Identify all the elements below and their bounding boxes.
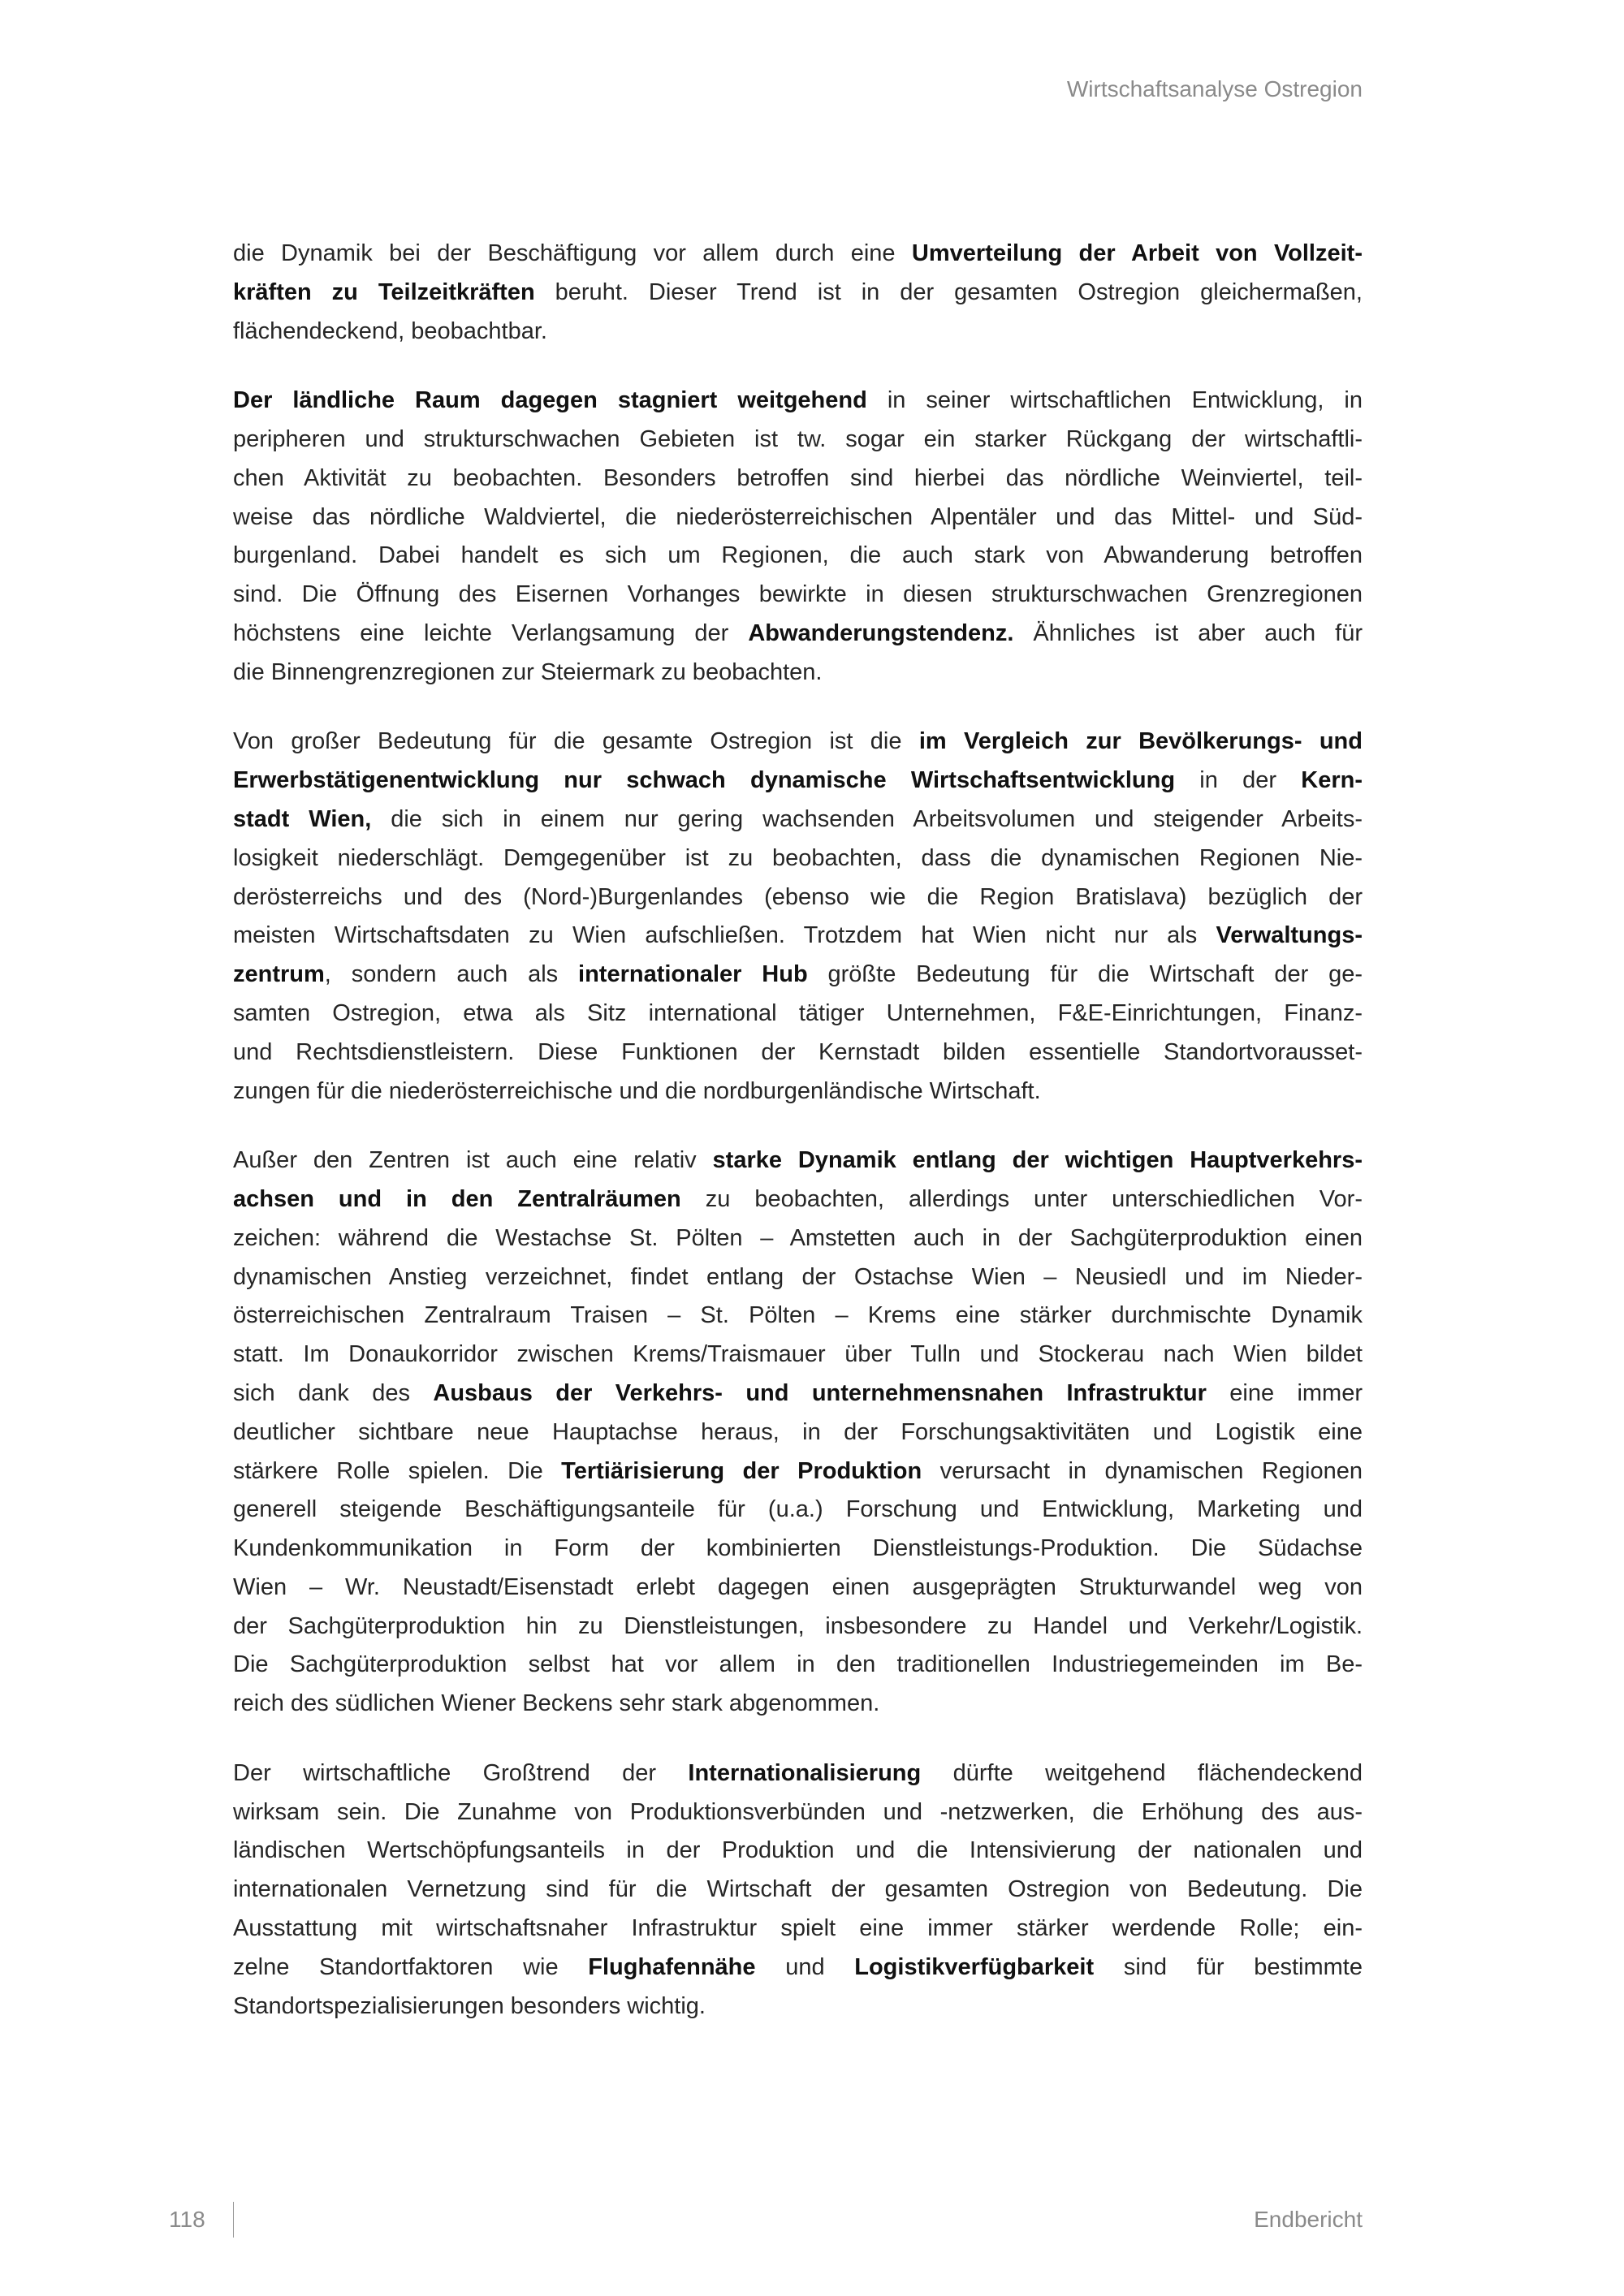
text-run: zelne Standortfaktoren wie xyxy=(233,1953,589,1980)
text-line xyxy=(233,1910,1363,1949)
text-line xyxy=(233,460,1363,498)
text-run: peripheren und strukturschwachen Gebieten ist tw. sogar ein starker Rückgang der wirtschaftli- xyxy=(233,425,1363,452)
text-line xyxy=(233,654,1363,693)
paragraph xyxy=(233,723,1363,1111)
text-line xyxy=(233,1754,1363,1793)
text-run: zeichen: während die Westachse St. Pölten – Amstetten auch in der Sachgüterproduktion einen xyxy=(233,1224,1363,1251)
text-run: die Dynamik bei der Beschäftigung vor allem durch eine xyxy=(233,240,912,266)
bold-text: im Vergleich zur Bevölkerungs- und xyxy=(918,728,1363,755)
page-number: 118 xyxy=(169,2207,205,2232)
bold-text: achsen und in den Zentralräumen xyxy=(233,1185,681,1212)
text-line xyxy=(233,615,1363,654)
text-run: internationalen Vernetzung sind für die Wirtschaft der gesamten Ostregion von Bedeutung. Die xyxy=(233,1876,1363,1903)
text-run: sind für bestimmte xyxy=(1094,1953,1363,1980)
text-run: zu beobachten, allerdings unter unterschiedlichen Vor- xyxy=(680,1185,1363,1212)
text-line xyxy=(233,1219,1363,1258)
text-run: dürfte weitgehend flächendeckend xyxy=(921,1759,1363,1786)
text-line xyxy=(233,1297,1363,1336)
text-line xyxy=(233,421,1363,460)
text-line xyxy=(233,1072,1363,1111)
text-run: Der wirtschaftliche Großtrend der xyxy=(233,1759,689,1786)
text-run: flächendeckend, beobachtbar. xyxy=(233,317,547,344)
text-run: Standortspezialisierungen besonders wichtig. xyxy=(233,1992,706,2019)
text-run: Ähnliches ist aber auch für xyxy=(1013,619,1363,646)
text-run: reich des südlichen Wiener Beckens sehr stark abgenommen. xyxy=(233,1690,880,1717)
bold-text: starke Dynamik entlang der wichtigen Hauptverkehrs- xyxy=(712,1147,1363,1174)
bold-text: Erwerbstätigenentwicklung nur schwach dynamische Wirtschaftsentwicklung xyxy=(233,767,1176,794)
body-text xyxy=(233,235,1363,2056)
text-run: wirksam sein. Die Zunahme von Produktionsverbünden und -netzwerken, die Erhöhung des aus- xyxy=(233,1798,1363,1825)
paragraph xyxy=(233,1142,1363,1724)
paragraph xyxy=(233,382,1363,692)
text-line xyxy=(233,1375,1363,1413)
text-run: derösterreichs und des (Nord-)Burgenlandes (ebenso wie die Region Bratislava) bezüglich der xyxy=(233,883,1363,910)
text-run: eine immer xyxy=(1206,1379,1363,1406)
text-run: die Binnengrenzregionen zur Steiermark zu beobachten. xyxy=(233,658,823,685)
text-line xyxy=(233,1949,1363,1987)
text-run: weise das nördliche Waldviertel, die niederösterreichischen Alpentäler und das Mittel- und Süd- xyxy=(233,503,1363,530)
text-run: meisten Wirtschaftsdaten zu Wien aufschließen. Trotzdem hat Wien nicht nur als xyxy=(233,922,1216,949)
text-line xyxy=(233,1608,1363,1646)
bold-text: Internationalisierung xyxy=(688,1759,922,1786)
text-line xyxy=(233,498,1363,537)
bold-text: Der ländliche Raum dagegen stagniert weitgehend xyxy=(233,387,867,414)
text-run: burgenland. Dabei handelt es sich um Regionen, die auch stark von Abwanderung betroffen xyxy=(233,542,1363,569)
text-run: , sondern auch als xyxy=(324,961,579,988)
bold-text: Kern- xyxy=(1301,767,1363,794)
text-line xyxy=(233,995,1363,1034)
text-line xyxy=(233,382,1363,421)
text-line xyxy=(233,762,1363,801)
bold-text: kräften zu Teilzeitkräften xyxy=(233,278,535,305)
text-line xyxy=(233,917,1363,956)
text-line xyxy=(233,956,1363,995)
text-run: deutlicher sichtbare neue Hauptachse heraus, in der Forschungsaktivitäten und Logistik eine xyxy=(233,1418,1363,1445)
text-run: höchstens eine leichte Verlangsamung der xyxy=(233,619,749,646)
text-line xyxy=(233,1452,1363,1491)
text-line xyxy=(233,1034,1363,1072)
text-line xyxy=(233,839,1363,878)
text-line xyxy=(233,1871,1363,1910)
text-run: verursacht in dynamischen Regionen xyxy=(922,1457,1363,1484)
bold-text: Ausbaus der Verkehrs- und unternehmensnahen Infrastruktur xyxy=(433,1379,1207,1406)
text-run: Kundenkommunikation in Form der kombinierten Dienstleistungs-Produktion. Die Südachse xyxy=(233,1535,1363,1562)
text-line xyxy=(233,1336,1363,1375)
text-run: ländischen Wertschöpfungsanteils in der Produktion und die Intensivierung der nationalen und xyxy=(233,1837,1363,1864)
bold-text: zentrum xyxy=(233,961,325,988)
text-run: österreichischen Zentralraum Traisen – St. Pölten – Krems eine stärker durchmischte Dynamik xyxy=(233,1302,1363,1329)
text-run: in der xyxy=(1175,767,1302,794)
text-line xyxy=(233,1142,1363,1180)
text-line xyxy=(233,1530,1363,1569)
text-run: losigkeit niederschlägt. Demgegenüber ist zu beobachten, dass die dynamischen Regionen Nie- xyxy=(233,844,1363,871)
bold-text: stadt Wien, xyxy=(233,805,372,832)
text-line xyxy=(233,1491,1363,1530)
text-run: statt. Im Donaukorridor zwischen Krems/Traismauer über Tulln und Stockerau nach Wien bildet xyxy=(233,1341,1363,1368)
text-run: und xyxy=(755,1953,855,1980)
text-run: dynamischen Anstieg verzeichnet, findet entlang der Ostachse Wien – Neusiedl und im Nieder- xyxy=(233,1263,1363,1290)
text-line xyxy=(233,1413,1363,1452)
text-line xyxy=(233,1685,1363,1724)
text-line xyxy=(233,801,1363,839)
text-run: die sich in einem nur gering wachsenden Arbeitsvolumen und steigender Arbeits- xyxy=(371,805,1363,832)
text-run: größte Bedeutung für die Wirtschaft der ge- xyxy=(807,961,1363,988)
text-line xyxy=(233,1793,1363,1832)
text-line xyxy=(233,235,1363,274)
running-header-title: Wirtschaftsanalyse Ostregion xyxy=(1066,76,1363,101)
paragraph xyxy=(233,1754,1363,2026)
text-line xyxy=(233,1569,1363,1608)
text-line xyxy=(233,576,1363,615)
text-run: stärkere Rolle spielen. Die xyxy=(233,1457,562,1484)
text-line xyxy=(233,1832,1363,1871)
text-line xyxy=(233,1180,1363,1219)
text-line xyxy=(233,274,1363,313)
text-run: chen Aktivität zu beobachten. Besonders betroffen sind hierbei das nördliche Weinviertel, teil- xyxy=(233,464,1363,491)
text-run: in seiner wirtschaftlichen Entwicklung, in xyxy=(866,387,1363,414)
text-run: beruht. Dieser Trend ist in der gesamten Ostregion gleichermaßen, xyxy=(534,278,1363,305)
text-line xyxy=(233,537,1363,576)
paragraph xyxy=(233,235,1363,351)
text-line xyxy=(233,878,1363,917)
text-run: und Rechtsdienstleistern. Diese Funktionen der Kernstadt bilden essentielle Standortvorausset- xyxy=(233,1038,1363,1065)
text-run: sind. Die Öffnung des Eisernen Vorhanges bewirkte in diesen strukturschwachen Grenzregionen xyxy=(233,581,1363,608)
text-run: generell steigende Beschäftigungsanteile für (u.a.) Forschung und Entwicklung, Marketing und xyxy=(233,1496,1363,1523)
text-run: Von großer Bedeutung für die gesamte Ostregion ist die xyxy=(233,728,919,755)
text-run: Die Sachgüterproduktion selbst hat vor allem in den traditionellen Industriegemeinden im Be- xyxy=(233,1651,1363,1678)
bold-text: Flughafennähe xyxy=(588,1953,756,1980)
bold-text: Verwaltungs- xyxy=(1216,922,1363,949)
text-line xyxy=(233,1987,1363,2026)
bold-text: Umverteilung der Arbeit von Vollzeit- xyxy=(911,240,1363,266)
bold-text: Abwanderungstendenz. xyxy=(748,619,1014,646)
text-run: sich dank des xyxy=(233,1379,434,1406)
footer-divider xyxy=(233,2202,234,2238)
text-line xyxy=(233,1646,1363,1685)
bold-text: internationaler Hub xyxy=(578,961,808,988)
text-run: der Sachgüterproduktion hin zu Dienstleistungen, insbesondere zu Handel und Verkehr/Logistik. xyxy=(233,1612,1363,1639)
text-run: Ausstattung mit wirtschaftsnaher Infrastruktur spielt eine immer stärker werdende Rolle; ein- xyxy=(233,1915,1363,1942)
text-run: samten Ostregion, etwa als Sitz international tätiger Unternehmen, F&E-Einrichtungen, Finanz- xyxy=(233,999,1363,1026)
text-run: Wien – Wr. Neustadt/Eisenstadt erlebt dagegen einen ausgeprägten Strukturwandel weg von xyxy=(233,1573,1363,1600)
text-line xyxy=(233,723,1363,762)
bold-text: Logistikverfügbarkeit xyxy=(854,1953,1095,1980)
text-run: Außer den Zentren ist auch eine relativ xyxy=(233,1147,713,1174)
footer-label: Endbericht xyxy=(1254,2207,1363,2232)
text-line xyxy=(233,313,1363,352)
text-run: zungen für die niederösterreichische und die nordburgenländische Wirtschaft. xyxy=(233,1077,1041,1104)
bold-text: Tertiärisierung der Produktion xyxy=(561,1457,922,1484)
text-line xyxy=(233,1258,1363,1297)
